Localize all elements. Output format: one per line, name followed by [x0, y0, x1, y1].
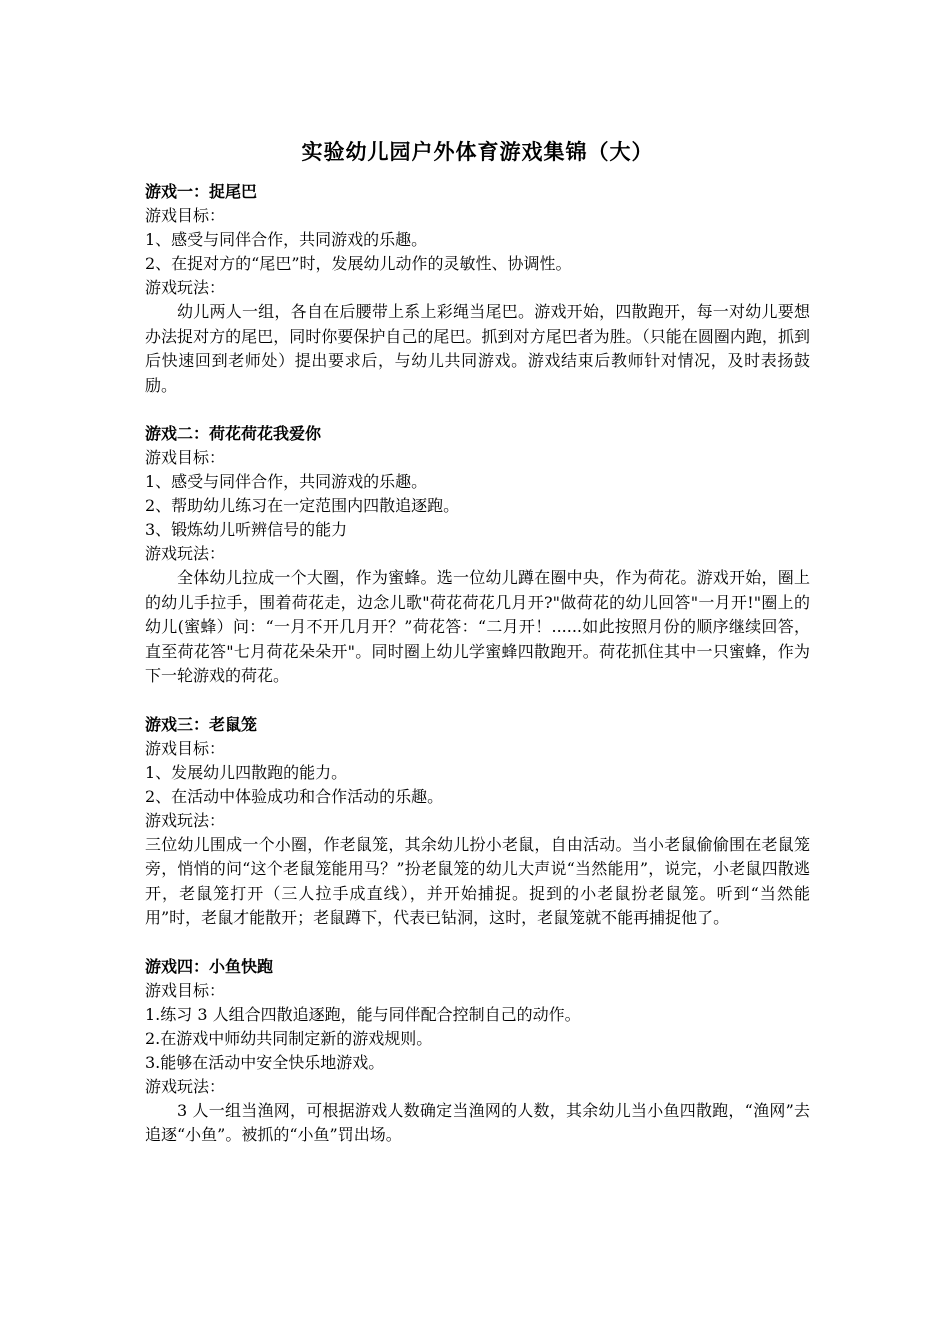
game-section-3: [145, 713, 810, 931]
goal-item: 1、感受与同伴合作，共同游戏的乐趣。: [145, 472, 428, 491]
game-section-1: [145, 180, 810, 398]
play-label: 游戏玩法：: [145, 810, 226, 830]
goal-item: 3、锻炼幼儿听辨信号的能力: [145, 520, 348, 539]
document-page: [145, 128, 810, 1172]
play-text: 3 人一组当渔网，可根据游戏人数确定当渔网的人数，其余幼儿当小鱼四散跑，“渔网”去追逐“小鱼”。被抓的“小鱼”罚出场。: [145, 1100, 810, 1144]
section-heading: 游戏二：荷花荷花我爱你: [145, 424, 322, 443]
play-label: 游戏玩法：: [145, 278, 226, 297]
play-text: 全体幼儿拉成一个大圈，作为蜜蜂。选一位幼儿蹲在圈中央，作为荷花。游戏开始，圈上的幼儿手拉手，围着荷花走，边念儿歌"荷花荷花几月开?"做荷花的幼儿回答"一月开!"圈上的幼儿(蜜蜂）问：“一月不开几月开？”荷花答：“二月开！......如此按照月份的顺序继续回答，直至荷花答"七月荷花朵朵开"。同时圈上幼儿学蜜蜂四散跑开。荷花抓住其中一只蜜蜂，作为下一轮游戏的荷花。: [145, 568, 810, 685]
goal-label: 游戏目标：: [145, 206, 226, 225]
section-heading: 游戏四：小鱼快跑: [145, 956, 274, 976]
goal-item: 3.能够在活动中安全快乐地游戏。: [145, 1052, 385, 1072]
game-section-2: [145, 422, 810, 689]
document-title: 实验幼儿园户外体育游戏集锦（大）: [301, 140, 654, 164]
goal-label: 游戏目标：: [145, 980, 226, 1000]
goal-item: 2.在游戏中师幼共同制定新的游戏规则。: [145, 1028, 433, 1048]
goal-item: 2、在捉对方的“尾巴”时，发展幼儿动作的灵敏性、协调性。: [145, 254, 572, 273]
play-text: 幼儿两人一组，各自在后腰带上系上彩绳当尾巴。游戏开始，四散跑开，每一对幼儿要想办法捉对方的尾巴，同时你要保护自己的尾巴。抓到对方尾巴者为胜。（只能在圆圈内跑，抓到后快速回到老师处）提出要求后，与幼儿共同游戏。游戏结束后教师针对情况，及时表扬鼓励。: [145, 302, 810, 395]
game-section-4: [145, 955, 810, 1148]
section-heading: 游戏三：老鼠笼: [145, 714, 258, 734]
play-label: 游戏玩法：: [145, 544, 226, 563]
goal-item: 1.练习 3 人组合四散追逐跑，能与同伴配合控制自己的动作。: [145, 1004, 581, 1024]
goal-label: 游戏目标：: [145, 738, 226, 758]
section-heading: 游戏一：捉尾巴: [145, 182, 258, 201]
play-label: 游戏玩法：: [145, 1076, 226, 1096]
goal-label: 游戏目标：: [145, 448, 226, 467]
goal-item: 1、发展幼儿四散跑的能力。: [145, 762, 348, 782]
goal-item: 2、在活动中体验成功和合作活动的乐趣。: [145, 786, 444, 806]
play-text: 三位幼儿围成一个小圈，作老鼠笼，其余幼儿扮小老鼠，自由活动。当小老鼠偷偷围在老鼠笼旁，悄悄的问“这个老鼠笼能用马？”扮老鼠笼的幼儿大声说“当然能用”，说完，小老鼠四散逃开，老鼠笼打开（三人拉手成直线），并开始捕捉。捉到的小老鼠扮老鼠笼。听到“当然能用”时，老鼠才能散开；老鼠蹲下，代表已钻洞，这时，老鼠笼就不能再捕捉他了。: [145, 834, 810, 927]
goal-item: 2、帮助幼儿练习在一定范围内四散追逐跑。: [145, 496, 460, 515]
goal-item: 1、感受与同伴合作，共同游戏的乐趣。: [145, 230, 428, 249]
